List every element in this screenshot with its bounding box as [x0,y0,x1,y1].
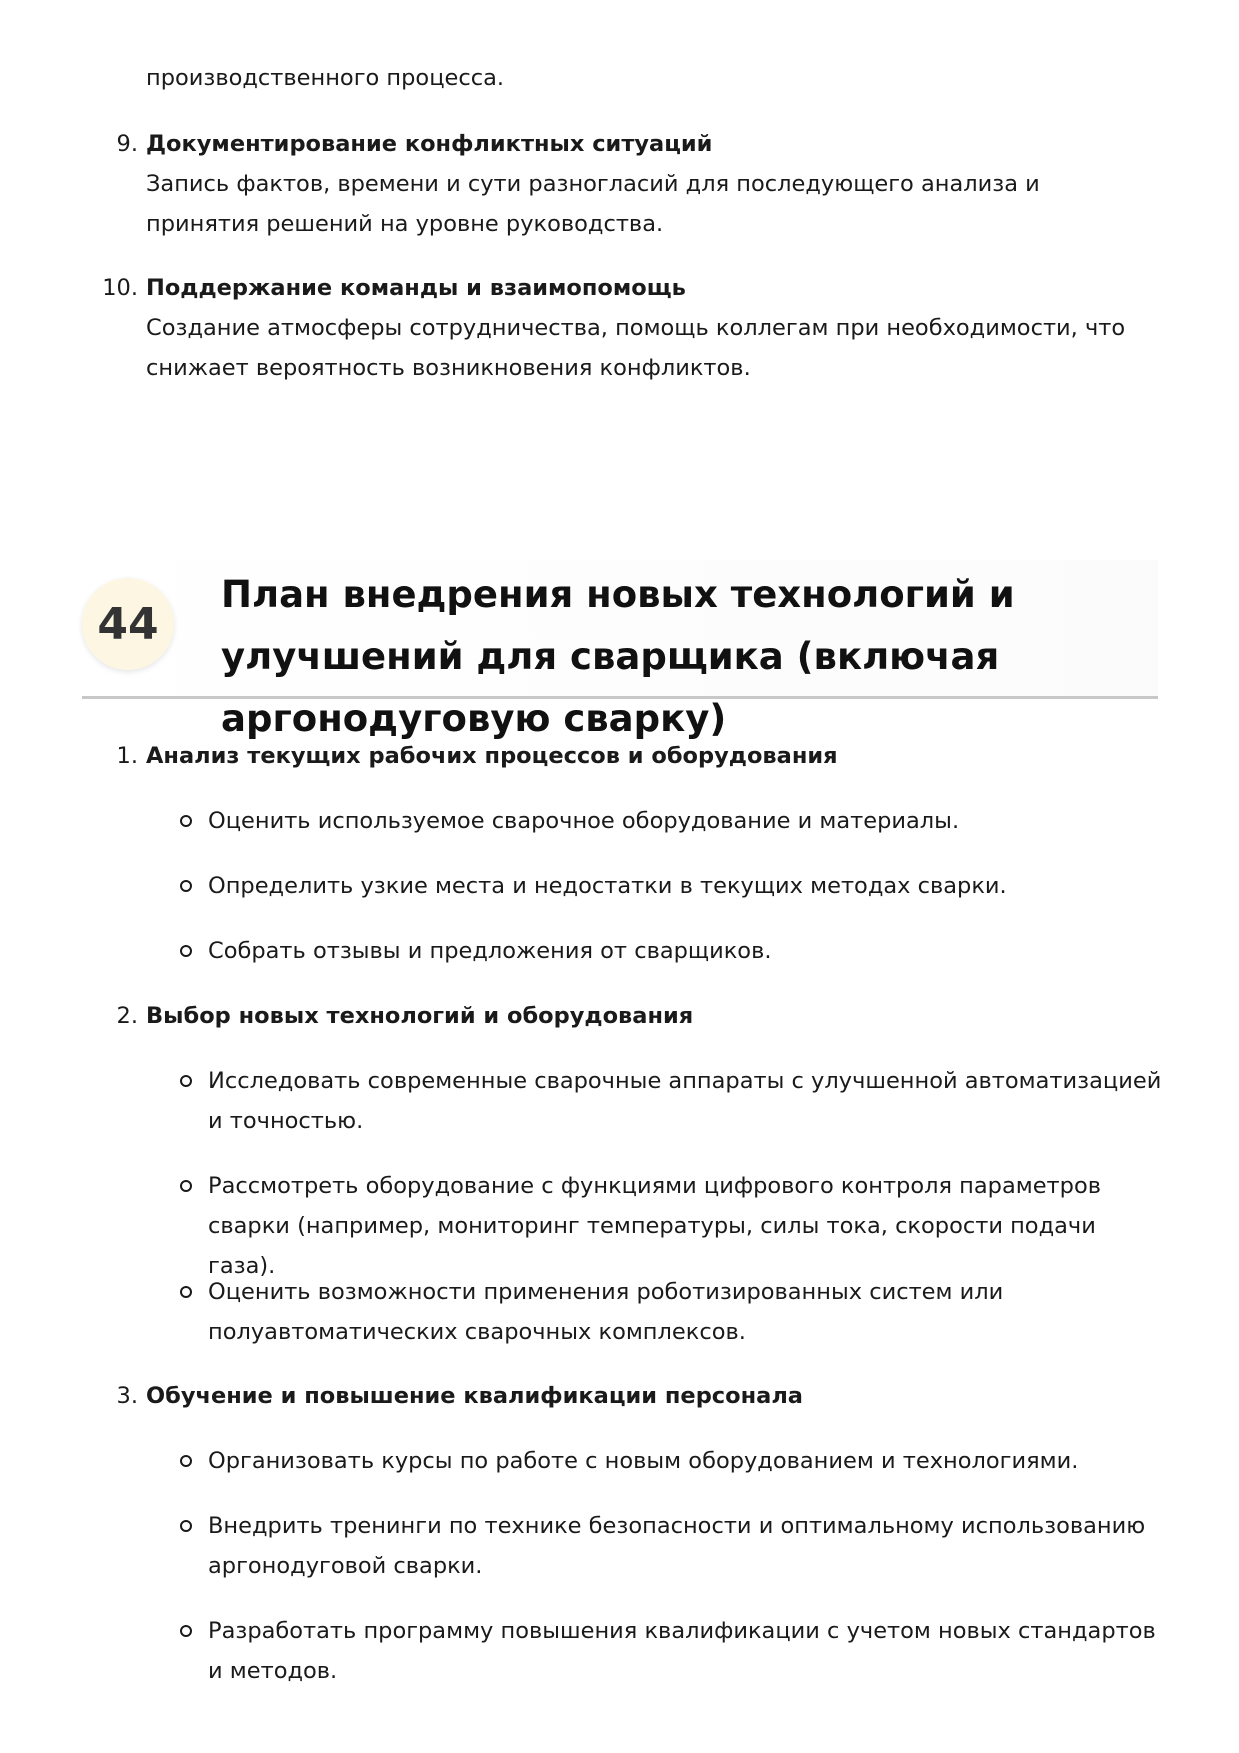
bullet-circle-icon [180,880,192,892]
plan-step-title: Обучение и повышение квалификации персонала [146,1383,803,1409]
bullet-text: Организовать курсы по работе с новым оборудованием и технологиями. [208,1448,1079,1474]
bullet-circle-icon [180,1180,192,1192]
plan-step-number: 1. [116,743,138,769]
bullet-circle-icon [180,1455,192,1467]
list-item-number: 10. [102,275,138,301]
bullet-text: Оценить используемое сварочное оборудование и материалы. [208,808,960,834]
section-title: План внедрения новых технологий и улучшений для сварщика (включая аргонодуговую сварку) [221,573,1015,740]
previous-paragraph-tail: производственного процесса. [146,65,505,91]
list-item-number: 9. [116,131,138,157]
bullet-text: Внедрить тренинги по технике безопасности и оптимальному использованию аргонодуговой сварки. [208,1513,1146,1579]
bullet-text: Собрать отзывы и предложения от сварщиков. [208,938,772,964]
bullet-circle-icon [180,1075,192,1087]
plan-step-title: Анализ текущих рабочих процессов и оборудования [146,743,838,769]
section-header [82,560,1158,740]
plan-step-title: Выбор новых технологий и оборудования [146,1003,694,1029]
bullet-text: Оценить возможности применения роботизированных систем или полуавтоматических сварочных комплексов. [208,1279,1004,1345]
list-item-title: Поддержание команды и взаимопомощь [146,275,686,301]
bullet-text: Рассмотреть оборудование с функциями цифрового контроля параметров сварки (например, мониторинг температуры, силы тока, скорости подачи газа). [208,1173,1101,1279]
list-item-description: Запись фактов, времени и сути разногласий для последующего анализа и принятия решений на уровне руководства. [146,171,1040,237]
bullet-text: Определить узкие места и недостатки в текущих методах сварки. [208,873,1007,899]
bullet-circle-icon [180,1625,192,1637]
bullet-text: Исследовать современные сварочные аппараты с улучшенной автоматизацией и точностью. [208,1068,1162,1134]
bullet-circle-icon [180,815,192,827]
list-item-description: Создание атмосферы сотрудничества, помощь коллегам при необходимости, что снижает вероятность возникновения конфликтов. [146,315,1126,381]
bullet-text: Разработать программу повышения квалификации с учетом новых стандартов и методов. [208,1618,1156,1684]
list-item-title: Документирование конфликтных ситуаций [146,131,713,157]
bullet-circle-icon [180,1520,192,1532]
section-number-badge: 44 [82,578,174,670]
plan-step-number: 3. [116,1383,138,1409]
bullet-circle-icon [180,1286,192,1298]
bullet-circle-icon [180,945,192,957]
plan-step-number: 2. [116,1003,138,1029]
